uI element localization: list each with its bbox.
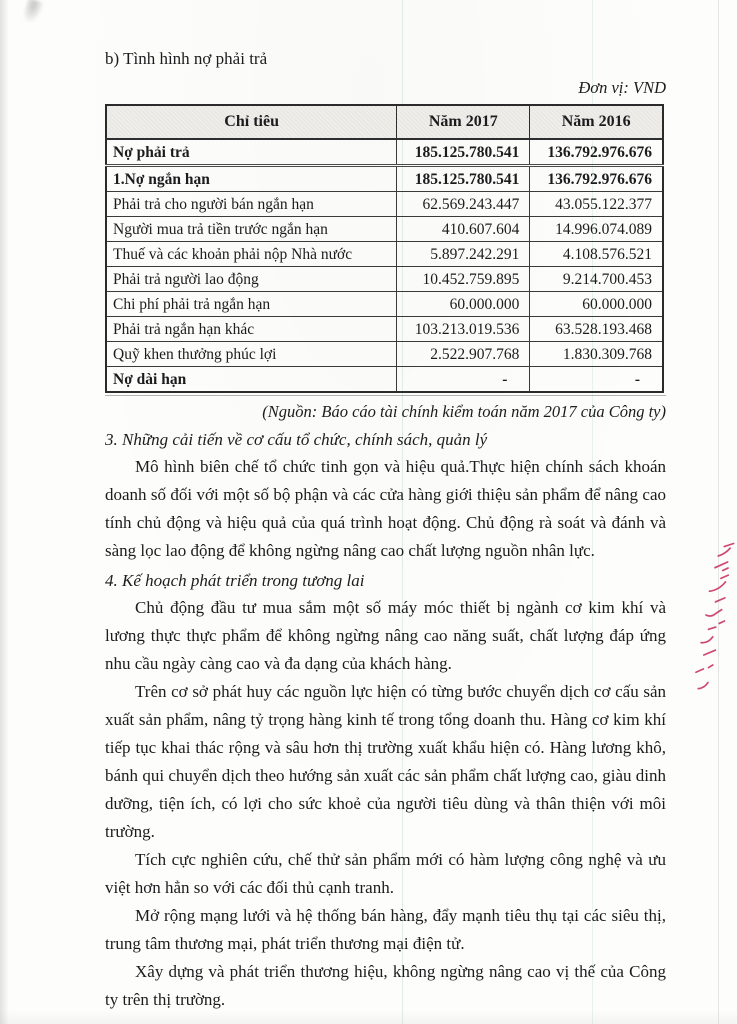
value-2017: 103.213.019.536 [397, 317, 530, 342]
value-2016: 9.214.700.453 [530, 267, 663, 292]
paragraph: Xây dựng và phát triển thương hiệu, không ngừng nâng cao vị thế của Công ty trên thị trường. [105, 962, 666, 1009]
table-header-row [106, 105, 663, 139]
handwritten-red-annotation [694, 540, 736, 710]
column-header-year-2017: Năm 2017 [397, 105, 530, 139]
table-row [106, 367, 663, 393]
paragraph: Mở rộng mạng lưới và hệ thống bán hàng, đẩy mạnh tiêu thụ tại các siêu thị, trung tâm thương mại, phát triển thương mại điện tử. [105, 906, 666, 953]
row-label: Phải trả cho người bán ngắn hạn [106, 192, 397, 217]
column-header-criteria: Chỉ tiêu [106, 105, 397, 139]
source-note: (Nguồn: Báo cáo tài chính kiểm toán năm 2017 của Công ty) [262, 402, 666, 421]
paragraph: Mô hình biên chế tổ chức tinh gọn và hiệu quả.Thực hiện chính sách khoán doanh số đối với một số bộ phận và các cửa hàng giới thiệu sản phẩm để nâng cao tính chủ động và hiệu quả của quá trình hoạt động. Chủ động rà soát và đánh và sàng lọc lao động để không ngừng nâng cao chất lượng nguồn nhân lực. [105, 457, 666, 560]
value-2016: 1.830.309.768 [530, 342, 663, 367]
table-row [106, 317, 663, 342]
value-2017: 185.125.780.541 [397, 166, 530, 192]
unit-label: Đơn vị: VND [578, 78, 666, 97]
table-row [106, 139, 663, 166]
row-label: Nợ phải trả [106, 139, 397, 166]
value-2016: 43.055.122.377 [530, 192, 663, 217]
column-header-year-2016: Năm 2016 [530, 105, 663, 139]
value-2016: 63.528.193.468 [530, 317, 663, 342]
row-label: Thuế và các khoản phải nộp Nhà nước [106, 242, 397, 267]
liabilities-table-wrapper [105, 104, 666, 396]
table-row [106, 342, 663, 367]
value-2017: 5.897.242.291 [397, 242, 530, 267]
row-label: Người mua trả tiền trước ngắn hạn [106, 217, 397, 242]
row-label: 1.Nợ ngắn hạn [106, 166, 397, 192]
paragraph: Trên cơ sở phát huy các nguồn lực hiện có từng bước chuyển dịch cơ cấu sản xuất sản phẩm, nâng tỷ trọng hàng kinh tế trong tổng doanh thu. Hàng cơ kim khí tiếp tục khai thác rộng và sâu hơn thị trường xuất khẩu hiện có. Hàng lương khô, bánh qui chuyển dịch theo hướng sản xuất các sản phẩm chất lượng cao, giàu dinh dưỡng, tiện ích, có lợi cho sức khoẻ của người tiêu dùng và thân thiện với môi trường. [105, 682, 666, 841]
liabilities-table [105, 104, 664, 393]
value-2016: 136.792.976.676 [530, 139, 663, 166]
table-row [106, 292, 663, 317]
row-label: Nợ dài hạn [106, 367, 397, 393]
row-label: Quỹ khen thưởng phúc lợi [106, 342, 397, 367]
table-row [106, 267, 663, 292]
paragraph: Tích cực nghiên cứu, chế thử sản phẩm mới có hàm lượng công nghệ và ưu việt hơn hẳn so với các đối thủ cạnh tranh. [105, 850, 666, 897]
value-2017: - [397, 367, 530, 393]
paragraph: Chủ động đầu tư mua sắm một số máy móc thiết bị ngành cơ kim khí và lương thực thực phẩm để không ngừng nâng cao năng suất, chất lượng đáp ứng nhu cầu ngày càng cao và đa dạng của khách hàng. [105, 598, 666, 673]
value-2016: 60.000.000 [530, 292, 663, 317]
row-label: Chi phí phải trả ngắn hạn [106, 292, 397, 317]
scan-edge-shadow [0, 0, 9, 1024]
row-label: Phải trả người lao động [106, 267, 397, 292]
value-2017: 410.607.604 [397, 217, 530, 242]
section-heading-3: 3. Những cải tiến về cơ cấu tổ chức, chính sách, quản lý [105, 430, 488, 449]
value-2017: 60.000.000 [397, 292, 530, 317]
table-row [106, 166, 663, 192]
value-2016: 14.996.074.089 [530, 217, 663, 242]
section-heading-4: 4. Kế hoạch phát triển trong tương lai [105, 571, 365, 590]
row-label: Phải trả ngắn hạn khác [106, 317, 397, 342]
scan-smudge [20, 0, 45, 28]
value-2017: 10.452.759.895 [397, 267, 530, 292]
value-2016: 4.108.576.521 [530, 242, 663, 267]
value-2017: 62.569.243.447 [397, 192, 530, 217]
value-2016: 136.792.976.676 [530, 166, 663, 192]
document-content [105, 48, 666, 1014]
value-2016: - [530, 367, 663, 393]
table-row [106, 192, 663, 217]
value-2017: 185.125.780.541 [397, 139, 530, 166]
table-row [106, 217, 663, 242]
scan-crease-line [718, 0, 719, 1024]
subsection-heading: b) Tình hình nợ phải trả [105, 49, 268, 68]
value-2017: 2.522.907.768 [397, 342, 530, 367]
table-row [106, 242, 663, 267]
